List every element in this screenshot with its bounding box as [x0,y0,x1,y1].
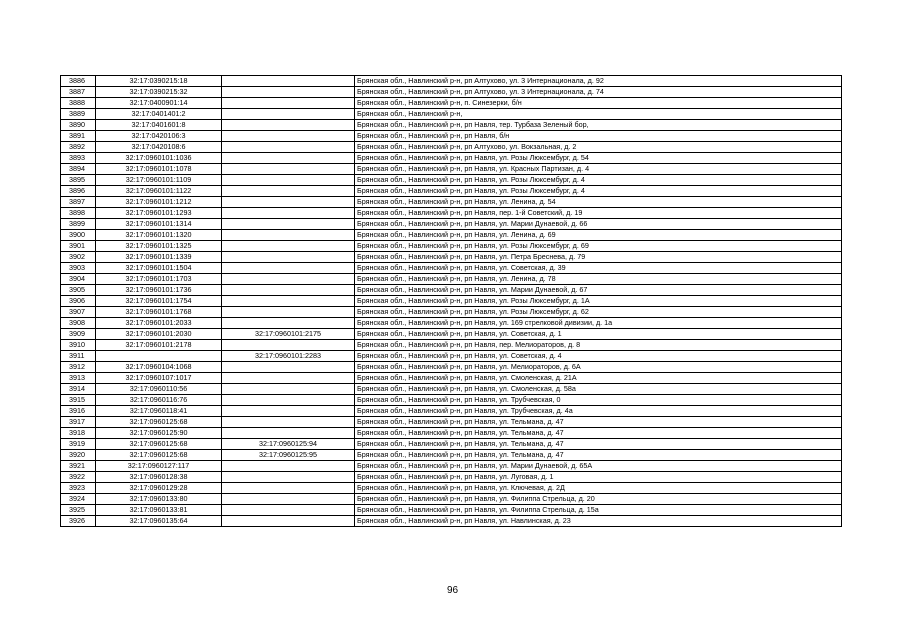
cadastral-number-cell: 32:17:0960127:117 [96,461,222,472]
row-number-cell: 3906 [61,296,96,307]
row-number-cell: 3894 [61,164,96,175]
table-row [61,362,842,373]
related-cadastral-number-cell [222,307,355,318]
table-row [61,131,842,142]
address-cell: Брянская обл., Навлинский р-н, рп Навля, тер. Турбаза Зеленый бор, [355,120,842,131]
cadastral-number-cell: 32:17:0960125:68 [96,439,222,450]
address-cell: Брянская обл., Навлинский р-н, рп Навля, б/н [355,131,842,142]
cadastral-number-cell: 32:17:0960107:1017 [96,373,222,384]
row-number-cell: 3902 [61,252,96,263]
table-row [61,274,842,285]
row-number-cell: 3901 [61,241,96,252]
related-cadastral-number-cell [222,131,355,142]
row-number-cell: 3897 [61,197,96,208]
related-cadastral-number-cell [222,472,355,483]
table-row [61,450,842,461]
page-number: 96 [446,585,459,596]
row-number-cell: 3913 [61,373,96,384]
row-number-cell: 3919 [61,439,96,450]
cadastral-number-cell: 32:17:0960101:1325 [96,241,222,252]
related-cadastral-number-cell [222,274,355,285]
related-cadastral-number-cell [222,197,355,208]
cadastral-number-cell: 32:17:0960129:28 [96,483,222,494]
table-row [61,307,842,318]
row-number-cell: 3886 [61,76,96,87]
table-row [61,417,842,428]
row-number-cell: 3916 [61,406,96,417]
address-cell: Брянская обл., Навлинский р-н, рп Алтухово, ул. 3 Интернационала, д. 92 [355,76,842,87]
related-cadastral-number-cell [222,120,355,131]
row-number-cell: 3896 [61,186,96,197]
table-row [61,472,842,483]
table-row [61,395,842,406]
address-cell: Брянская обл., Навлинский р-н, рп Навля, пер. Мелиораторов, д. 8 [355,340,842,351]
row-number-cell: 3911 [61,351,96,362]
row-number-cell: 3925 [61,505,96,516]
row-number-cell: 3899 [61,219,96,230]
cadastral-number-cell: 32:17:0960104:1068 [96,362,222,373]
table-row [61,252,842,263]
cadastral-number-cell: 32:17:0390215:32 [96,87,222,98]
row-number-cell: 3895 [61,175,96,186]
table-row [61,516,842,527]
cadastral-number-cell: 32:17:0960101:1122 [96,186,222,197]
row-number-cell: 3915 [61,395,96,406]
address-cell: Брянская обл., Навлинский р-н, рп Навля, ул. Мелиораторов, д. 6А [355,362,842,373]
related-cadastral-number-cell [222,285,355,296]
table-row [61,175,842,186]
address-cell: Брянская обл., Навлинский р-н, рп Навля, ул. Розы Люксембург, д. 69 [355,241,842,252]
related-cadastral-number-cell [222,362,355,373]
row-number-cell: 3888 [61,98,96,109]
address-cell: Брянская обл., Навлинский р-н, рп Навля, ул. Тельмана, д. 47 [355,417,842,428]
row-number-cell: 3904 [61,274,96,285]
cadastral-number-cell: 32:17:0960101:1109 [96,175,222,186]
table-row [61,285,842,296]
row-number-cell: 3910 [61,340,96,351]
address-cell: Брянская обл., Навлинский р-н, п. Синезерки, б/н [355,98,842,109]
address-cell: Брянская обл., Навлинский р-н, рп Навля, ул. Ленина, д. 69 [355,230,842,241]
table-row [61,76,842,87]
cadastral-number-cell: 32:17:0960125:68 [96,417,222,428]
related-cadastral-number-cell: 32:17:0960101:2283 [222,351,355,362]
property-table [60,75,842,527]
row-number-cell: 3924 [61,494,96,505]
related-cadastral-number-cell [222,175,355,186]
cadastral-number-cell: 32:17:0401401:2 [96,109,222,120]
address-cell: Брянская обл., Навлинский р-н, рп Навля, пер. 1-й Советский, д. 19 [355,208,842,219]
address-cell: Брянская обл., Навлинский р-н, рп Навля, ул. Филиппа Стрельца, д. 15а [355,505,842,516]
row-number-cell: 3905 [61,285,96,296]
related-cadastral-number-cell [222,516,355,527]
related-cadastral-number-cell [222,461,355,472]
related-cadastral-number-cell [222,230,355,241]
address-cell: Брянская обл., Навлинский р-н, рп Навля, ул. Марии Дунаевой, д. 65А [355,461,842,472]
table-row [61,164,842,175]
cadastral-number-cell: 32:17:0960101:1768 [96,307,222,318]
related-cadastral-number-cell [222,241,355,252]
row-number-cell: 3893 [61,153,96,164]
table-row [61,98,842,109]
related-cadastral-number-cell [222,186,355,197]
row-number-cell: 3912 [61,362,96,373]
cadastral-number-cell: 32:17:0960101:1320 [96,230,222,241]
table-row [61,153,842,164]
address-cell: Брянская обл., Навлинский р-н, рп Навля, ул. Луговая, д. 1 [355,472,842,483]
related-cadastral-number-cell [222,318,355,329]
row-number-cell: 3900 [61,230,96,241]
row-number-cell: 3922 [61,472,96,483]
row-number-cell: 3909 [61,329,96,340]
row-number-cell: 3892 [61,142,96,153]
row-number-cell: 3887 [61,87,96,98]
table-row [61,373,842,384]
row-number-cell: 3907 [61,307,96,318]
cadastral-number-cell: 32:17:0960101:1339 [96,252,222,263]
address-cell: Брянская обл., Навлинский р-н, рп Навля, ул. Советская, д. 1 [355,329,842,340]
cadastral-number-cell: 32:17:0960101:1314 [96,219,222,230]
cadastral-number-cell: 32:17:0960101:1212 [96,197,222,208]
address-cell: Брянская обл., Навлинский р-н, рп Навля, ул. Советская, д. 4 [355,351,842,362]
table-row [61,296,842,307]
cadastral-number-cell [96,351,222,362]
cadastral-number-cell: 32:17:0960101:1754 [96,296,222,307]
row-number-cell: 3926 [61,516,96,527]
row-number-cell: 3898 [61,208,96,219]
table-row [61,505,842,516]
address-cell: Брянская обл., Навлинский р-н, рп Навля, ул. Марии Дунаевой, д. 66 [355,219,842,230]
table-row [61,120,842,131]
related-cadastral-number-cell: 32:17:0960101:2175 [222,329,355,340]
related-cadastral-number-cell [222,263,355,274]
related-cadastral-number-cell [222,208,355,219]
address-cell: Брянская обл., Навлинский р-н, рп Навля, ул. Розы Люксембург, д. 54 [355,153,842,164]
cadastral-number-cell: 32:17:0960101:1504 [96,263,222,274]
table-row [61,230,842,241]
related-cadastral-number-cell [222,153,355,164]
table-row [61,483,842,494]
table-row [61,406,842,417]
address-cell: Брянская обл., Навлинский р-н, рп Навля, ул. Тельмана, д. 47 [355,428,842,439]
table-row [61,197,842,208]
table-row [61,186,842,197]
related-cadastral-number-cell: 32:17:0960125:94 [222,439,355,450]
row-number-cell: 3891 [61,131,96,142]
cadastral-number-cell: 32:17:0420106:3 [96,131,222,142]
address-cell: Брянская обл., Навлинский р-н, рп Навля, ул. Филиппа Стрельца, д. 20 [355,494,842,505]
related-cadastral-number-cell [222,142,355,153]
cadastral-number-cell: 32:17:0960118:41 [96,406,222,417]
table-row [61,329,842,340]
row-number-cell: 3889 [61,109,96,120]
address-cell: Брянская обл., Навлинский р-н, рп Навля, ул. Ключевая, д. 2Д [355,483,842,494]
address-cell: Брянская обл., Навлинский р-н, рп Навля, ул. 169 стрелковой дивизии, д. 1а [355,318,842,329]
address-cell: Брянская обл., Навлинский р-н, рп Навля, ул. Розы Люксембург, д. 4 [355,186,842,197]
cadastral-number-cell: 32:17:0960116:76 [96,395,222,406]
cadastral-number-cell: 32:17:0960128:38 [96,472,222,483]
row-number-cell: 3908 [61,318,96,329]
related-cadastral-number-cell [222,164,355,175]
cadastral-number-cell: 32:17:0960101:1736 [96,285,222,296]
cadastral-number-cell: 32:17:0960125:68 [96,450,222,461]
related-cadastral-number-cell [222,76,355,87]
cadastral-number-cell: 32:17:0960101:1078 [96,164,222,175]
row-number-cell: 3917 [61,417,96,428]
row-number-cell: 3918 [61,428,96,439]
address-cell: Брянская обл., Навлинский р-н, рп Навля, ул. Смоленская, д. 58а [355,384,842,395]
address-cell: Брянская обл., Навлинский р-н, рп Навля, ул. Трубчевская, д. 4а [355,406,842,417]
cadastral-number-cell: 32:17:0960101:2030 [96,329,222,340]
cadastral-number-cell: 32:17:0960101:1293 [96,208,222,219]
address-cell: Брянская обл., Навлинский р-н, рп Навля, ул. Навлинская, д. 23 [355,516,842,527]
cadastral-number-cell: 32:17:0960135:64 [96,516,222,527]
address-cell: Брянская обл., Навлинский р-н, [355,109,842,120]
cadastral-number-cell: 32:17:0960133:80 [96,494,222,505]
related-cadastral-number-cell [222,98,355,109]
row-number-cell: 3923 [61,483,96,494]
table-row [61,219,842,230]
table-row [61,351,842,362]
related-cadastral-number-cell [222,505,355,516]
related-cadastral-number-cell: 32:17:0960125:95 [222,450,355,461]
related-cadastral-number-cell [222,406,355,417]
related-cadastral-number-cell [222,494,355,505]
cadastral-number-cell: 32:17:0960125:90 [96,428,222,439]
cadastral-number-cell: 32:17:0960101:1036 [96,153,222,164]
related-cadastral-number-cell [222,373,355,384]
row-number-cell: 3921 [61,461,96,472]
address-cell: Брянская обл., Навлинский р-н, рп Навля, ул. Трубчевская, 0 [355,395,842,406]
related-cadastral-number-cell [222,252,355,263]
address-cell: Брянская обл., Навлинский р-н, рп Алтухово, ул. 3 Интернационала, д. 74 [355,87,842,98]
address-cell: Брянская обл., Навлинский р-н, рп Навля, ул. Смоленская, д. 21А [355,373,842,384]
table-row [61,384,842,395]
table-row [61,318,842,329]
address-cell: Брянская обл., Навлинский р-н, рп Навля, ул. Розы Люксембург, д. 62 [355,307,842,318]
address-cell: Брянская обл., Навлинский р-н, рп Навля, ул. Красных Партизан, д. 4 [355,164,842,175]
related-cadastral-number-cell [222,417,355,428]
related-cadastral-number-cell [222,219,355,230]
table-row [61,208,842,219]
related-cadastral-number-cell [222,87,355,98]
row-number-cell: 3920 [61,450,96,461]
table-row [61,340,842,351]
table-row [61,494,842,505]
row-number-cell: 3903 [61,263,96,274]
address-cell: Брянская обл., Навлинский р-н, рп Навля, ул. Тельмана, д. 47 [355,450,842,461]
property-table-body [61,76,842,527]
related-cadastral-number-cell [222,340,355,351]
cadastral-number-cell: 32:17:0960110:56 [96,384,222,395]
table-row [61,428,842,439]
table-row [61,87,842,98]
related-cadastral-number-cell [222,428,355,439]
related-cadastral-number-cell [222,395,355,406]
address-cell: Брянская обл., Навлинский р-н, рп Алтухово, ул. Вокзальная, д. 2 [355,142,842,153]
related-cadastral-number-cell [222,296,355,307]
address-cell: Брянская обл., Навлинский р-н, рп Навля, ул. Петра Бреснева, д. 79 [355,252,842,263]
cadastral-number-cell: 32:17:0960101:2178 [96,340,222,351]
cadastral-number-cell: 32:17:0960133:81 [96,505,222,516]
table-row [61,439,842,450]
table-row [61,263,842,274]
table-row [61,109,842,120]
address-cell: Брянская обл., Навлинский р-н, рп Навля, ул. Розы Люксембург, д. 4 [355,175,842,186]
cadastral-number-cell: 32:17:0390215:18 [96,76,222,87]
address-cell: Брянская обл., Навлинский р-н, рп Навля, ул. Ленина, д. 54 [355,197,842,208]
table-row [61,461,842,472]
cadastral-number-cell: 32:17:0960101:1703 [96,274,222,285]
cadastral-number-cell: 32:17:0420108:6 [96,142,222,153]
cadastral-number-cell: 32:17:0400901:14 [96,98,222,109]
address-cell: Брянская обл., Навлинский р-н, рп Навля, ул. Тельмана, д. 47 [355,439,842,450]
related-cadastral-number-cell [222,109,355,120]
cadastral-number-cell: 32:17:0960101:2033 [96,318,222,329]
related-cadastral-number-cell [222,483,355,494]
row-number-cell: 3914 [61,384,96,395]
address-cell: Брянская обл., Навлинский р-н, рп Навля, ул. Марии Дунаевой, д. 67 [355,285,842,296]
address-cell: Брянская обл., Навлинский р-н, рп Навля, ул. Ленина, д. 78 [355,274,842,285]
address-cell: Брянская обл., Навлинский р-н, рп Навля, ул. Советская, д. 39 [355,263,842,274]
related-cadastral-number-cell [222,384,355,395]
table-row [61,241,842,252]
address-cell: Брянская обл., Навлинский р-н, рп Навля, ул. Розы Люксембург, д. 1А [355,296,842,307]
table-row [61,142,842,153]
cadastral-number-cell: 32:17:0401601:8 [96,120,222,131]
row-number-cell: 3890 [61,120,96,131]
